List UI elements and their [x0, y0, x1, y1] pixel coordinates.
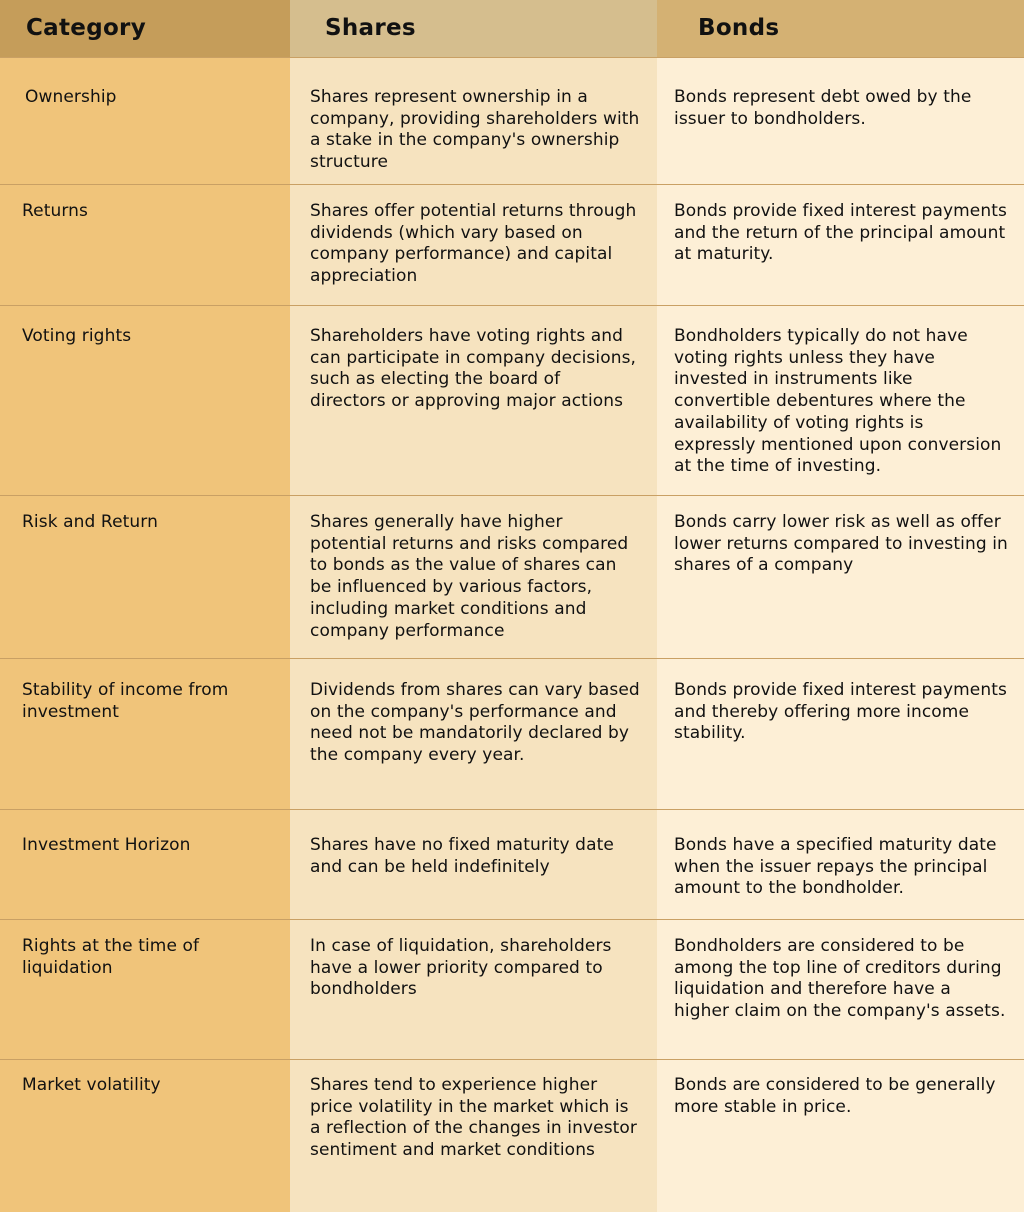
category-cell: Investment Horizon: [0, 810, 290, 919]
bonds-cell: Bonds are considered to be generally more stable in price.: [657, 1060, 1024, 1212]
category-cell: Risk and Return: [0, 496, 290, 658]
category-cell: Rights at the time of liquidation: [0, 920, 290, 1059]
table-row-voting-rights: [0, 305, 1024, 495]
header-bonds: Bonds: [657, 0, 1024, 57]
header-shares: Shares: [290, 0, 657, 57]
bonds-cell: Bonds have a specified maturity date when the issuer repays the principal amount to the bondholder.: [657, 810, 1024, 919]
bonds-cell: Bonds carry lower risk as well as offer lower returns compared to investing in shares of a company: [657, 496, 1024, 658]
bonds-cell: Bonds represent debt owed by the issuer to bondholders.: [657, 58, 1024, 184]
category-cell: Voting rights: [0, 306, 290, 495]
shares-cell: Shares have no fixed maturity date and can be held indefinitely: [290, 810, 657, 919]
table-row-ownership: [0, 57, 1024, 184]
bonds-cell: Bondholders are considered to be among the top line of creditors during liquidation and therefore have a higher claim on the company's assets.: [657, 920, 1024, 1059]
table-row-returns: [0, 184, 1024, 305]
category-cell: Ownership: [0, 58, 290, 184]
shares-cell: Dividends from shares can vary based on the company's performance and need not be mandatorily declared by the company every year.: [290, 659, 657, 809]
category-cell: Returns: [0, 185, 290, 305]
table-row-stability-of-income: [0, 658, 1024, 809]
shares-cell: Shares tend to experience higher price volatility in the market which is a reflection of the changes in investor sentiment and market conditions: [290, 1060, 657, 1212]
table-row-market-volatility: [0, 1059, 1024, 1212]
bonds-cell: Bondholders typically do not have voting rights unless they have invested in instruments like convertible debentures where the availability of voting rights is expressly mentioned upon conversion at the time of investing.: [657, 306, 1024, 495]
header-category: Category: [0, 0, 290, 57]
table-header: [0, 0, 1024, 57]
table-row-investment-horizon: [0, 809, 1024, 919]
category-cell: Market volatility: [0, 1060, 290, 1212]
table-row-risk-and-return: [0, 495, 1024, 658]
table-row-rights-at-liquidation: [0, 919, 1024, 1059]
category-cell: Stability of income from investment: [0, 659, 290, 809]
bonds-cell: Bonds provide fixed interest payments and thereby offering more income stability.: [657, 659, 1024, 809]
shares-cell: Shareholders have voting rights and can participate in company decisions, such as electing the board of directors or approving major actions: [290, 306, 657, 495]
shares-cell: In case of liquidation, shareholders have a lower priority compared to bondholders: [290, 920, 657, 1059]
shares-cell: Shares represent ownership in a company, providing shareholders with a stake in the company's ownership structure: [290, 58, 657, 184]
shares-cell: Shares offer potential returns through dividends (which vary based on company performance) and capital appreciation: [290, 185, 657, 305]
shares-cell: Shares generally have higher potential returns and risks compared to bonds as the value of shares can be influenced by various factors, including market conditions and company performance: [290, 496, 657, 658]
bonds-cell: Bonds provide fixed interest payments and the return of the principal amount at maturity.: [657, 185, 1024, 305]
